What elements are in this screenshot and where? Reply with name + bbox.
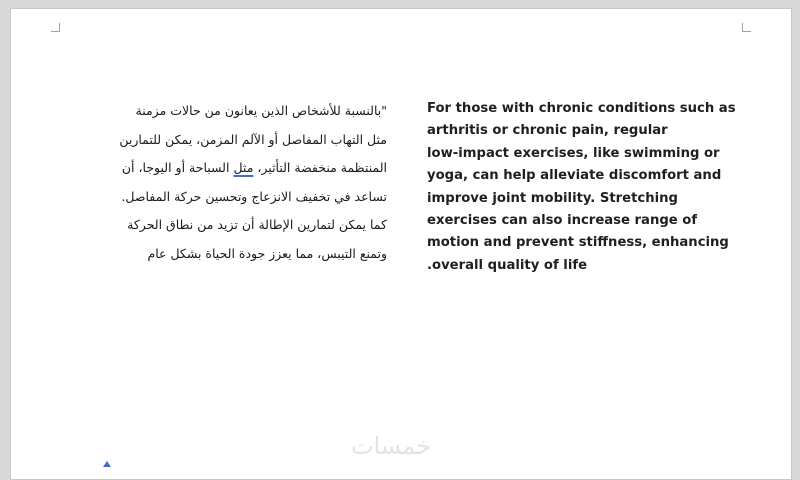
- watermark-logo: خمسات: [351, 432, 432, 460]
- document-page: [10, 8, 792, 480]
- english-line-1: For those with chronic conditions such as: [427, 101, 736, 116]
- english-line-3: low-impact exercises, like swimming or: [427, 145, 720, 161]
- spellcheck-underlined-word[interactable]: مثل: [233, 160, 254, 175]
- margin-marker-top-right: [742, 23, 751, 32]
- english-line-8: .overall quality of life: [427, 257, 588, 273]
- caret-icon: [103, 461, 111, 467]
- english-text-column[interactable]: [427, 98, 736, 277]
- english-line-4: yoga, can help alleviate discomfort and: [427, 168, 722, 184]
- english-line-5: improve joint mobility. Stretching: [427, 190, 678, 206]
- arabic-text-end: السباحة أو اليوجا، أن تساعد في تخفيف الانزعاج وتحسين حركة المفاصل. كما يمكن لتمارين الإطالة أن تزيد من نطاق الحركة وتمنع التيبس، مما يعزز جودة الحياة بشكل عام: [121, 160, 387, 261]
- arabic-text-start: "بالنسبة للأشخاص الذين يعانون من حالات مزمنة مثل التهاب المفاصل أو الآلم المزمن، يمكن للتمارين المنتظمة منخفضة التأثير،: [119, 103, 387, 175]
- english-line-2: arthritis or chronic pain, regular: [427, 123, 668, 139]
- margin-marker-top-left: [51, 23, 60, 32]
- english-line-6: exercises can also increase range of: [427, 213, 698, 229]
- arabic-text-column[interactable]: [115, 97, 387, 268]
- english-line-7: motion and prevent stiffness, enhancing: [427, 235, 729, 251]
